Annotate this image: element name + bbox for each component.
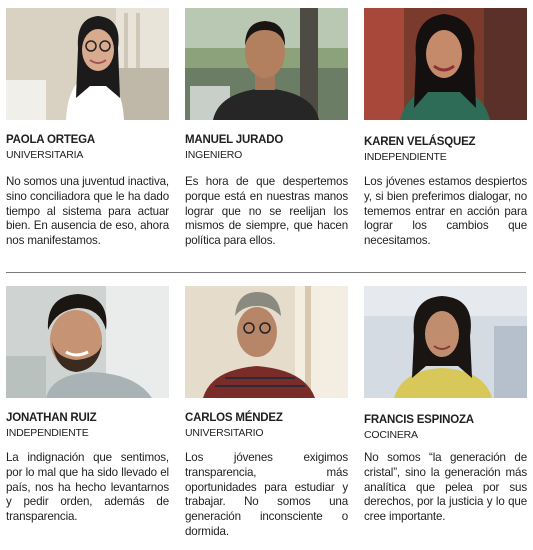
portrait-photo — [185, 286, 348, 398]
person-name: JONATHAN RUIZ — [6, 412, 97, 424]
person-quote: Es hora de que despertemos porque está en nuestras manos lograr que no se reelijan los mismos de siempre, que hacen política para ellos. — [185, 175, 348, 248]
person-quote: Los jóvenes exigimos transparencia, más oportunidades para estudiar y trabajar. No somos una generación inconsciente o dormida. — [185, 451, 348, 538]
person-quote: No somos “la generación de cristal”, sino la generación más analítica que pelea por sus derechos, por la justicia y lo que cree importante. — [364, 451, 527, 524]
person-name: CARLOS MÉNDEZ — [185, 412, 283, 424]
person-name: FRANCIS ESPINOZA — [364, 414, 474, 426]
row-divider — [6, 272, 526, 273]
person-role: UNIVERSITARIA — [6, 149, 84, 161]
person-name: PAOLA ORTEGA — [6, 134, 95, 146]
portrait-photo — [6, 8, 169, 120]
person-name: KAREN VELÁSQUEZ — [364, 136, 476, 148]
portrait-photo — [364, 8, 527, 120]
portrait-photo — [6, 286, 169, 398]
person-role: INGENIERO — [185, 149, 243, 161]
portrait-photo — [364, 286, 527, 398]
person-quote: La indignación que sentimos, por lo mal que ha sido llevado el país, nos ha hecho levantarnos y pedir orden, además de transparencia. — [6, 451, 169, 524]
person-role: INDEPENDIENTE — [364, 151, 447, 163]
person-role: COCINERA — [364, 429, 418, 441]
person-role: UNIVERSITARIO — [185, 427, 264, 439]
person-name: MANUEL JURADO — [185, 134, 284, 146]
person-quote: No somos una juventud inactiva, sino conciliadora que le ha dado tiempo al sistema para actuar bien. En ausencia de eso, ahora nos manifestamos. — [6, 175, 169, 248]
person-quote: Los jóvenes estamos despiertos y, si bien preferimos dialogar, no tememos entrar en acción para lograr los cambios que necesitamos. — [364, 175, 527, 248]
person-role: INDEPENDIENTE — [6, 427, 89, 439]
portrait-photo — [185, 8, 348, 120]
